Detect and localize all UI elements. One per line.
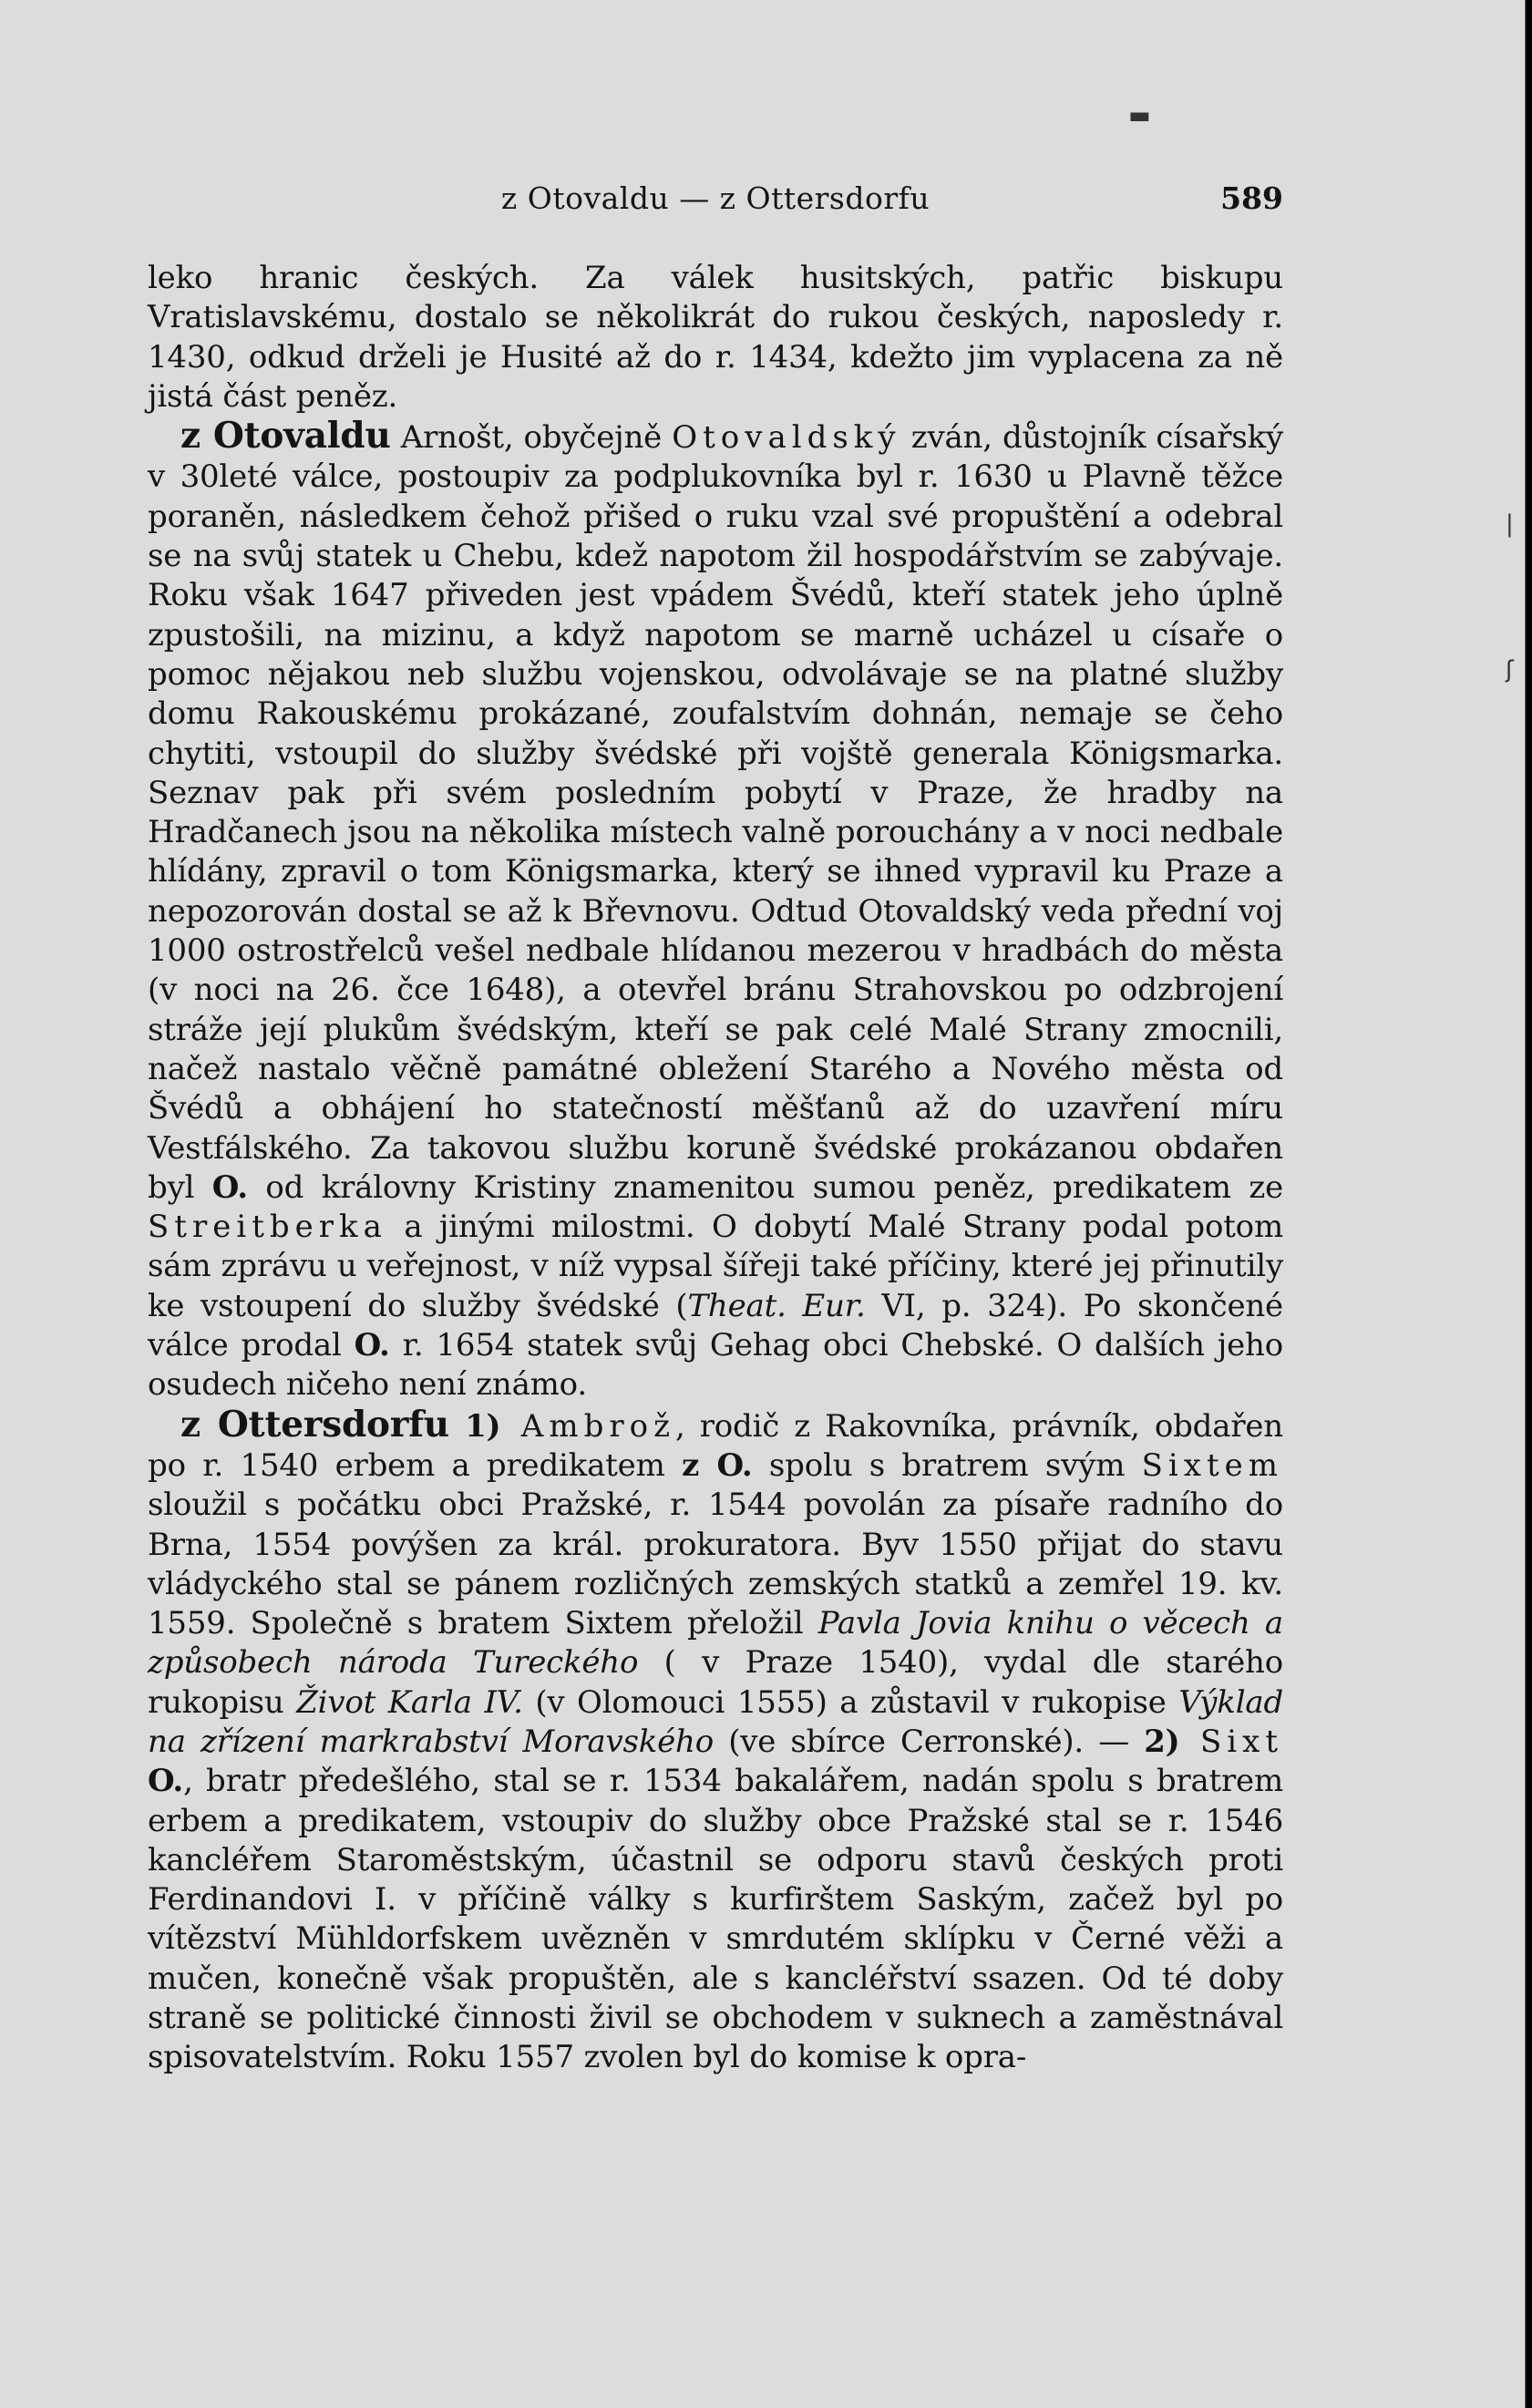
text-run: zván, důstojník císařský v 30leté válce, postoupiv za podplukovníka byl r. 1630 u Plavně těžce poraněn, následkem čehož přišed o ruku vzal své propuštění a odebral se na svůj statek u Chebu, kdež napotom žil hospodářstvím se zabývaje. Roku však 1647 přiveden jest vpádem Švédů, kteří statek jeho úplně zpustošili, na mizinu, a když napotom se marně ucházel u císaře o pomoc nějakou neb službu vojenskou, odvolávaje se na platné služby domu Rakouskému prokázané, zoufalstvím dohnán, nemaje se čeho chytiti, vstoupil do služby švédské při vojště generala Königsmarka. Seznav pak při svém posledním pobytí v Praze, že hradby na Hradčanech jsou na několika místech valně porouchány a v noci nedbale hlídány, zpravil o tom Königsmarka, který se ihned vypravil ku Praze a nepozorován dostal se až k Břevnovu. Odtud Otovaldský veda přední voj 1000 ostrostřelců vešel nedbale hlídanou mezerou v hradbách do města (v noci na 26. čce 1648), a otevřel bránu Strahovskou po odzbrojení stráže její plukům švédským, kteří se pak celé Malé Strany zmocnili, načež nastalo věčně památné obležení Starého a Nového města od Švédů a obhájení ho statečností měšťanů až do uzavření míru Vestfálského. Za takovou službu koruně švédské prokázanou obdařen byl [148,419,1283,1206]
page-body [148,259,1283,2078]
spaced-name: Sixt [1179,1723,1283,1760]
entry-number: 2) [1144,1723,1180,1760]
text-run: (v Olomouci 1555) a zůstavil v rukopise [522,1683,1179,1721]
scan-speck: ▬ [1128,102,1151,129]
spaced-name: Ambrož [500,1407,675,1445]
entry-number: 1) [448,1407,501,1445]
text-run: sloužil s počátku obci Pražské, r. 1544 povolán za písaře radního do Brna, 1554 povýšen za král. prokuratora. Byv 1550 přijat do stavu vládyckého stal se pánem rozličných zemských statků a zemřel 19. kv. 1559. Společně s bratem Sixtem přeložil [148,1487,1283,1642]
entry-otovaldu [148,417,1283,1405]
page-header [148,180,1283,221]
text-run: , bratr předešlého, stal se r. 1534 bakalářem, nadán spolu s bratrem erbem a predikatem, vstoupiv do služby obce Pražské stal se r. 1546 kancléřem Staroměstským, účastnil se odporu stavů českých proti Ferdinandovi I. v příčině války s kurfirštem Saským, začež byl po vítězství Mühldorfskem uvězněn v smrdutém sklípku v Černé věži a mučen, konečně však propuštěn, ale s kancléřství ssazen. Od té doby straně se politické činnosti živil se obchodem v suknech a zaměstnával spisovatelstvím. Roku 1557 zvolen byl do komise k opra- [148,1763,1283,2076]
text-run: ( v Praze 1540), vydal dle starého rukopisu [148,1644,1283,1721]
italic-title: Výklad na zřízení markrabství Moravského [148,1683,1284,1760]
text-run: a jinými milostmi. O dobytí Malé Strany podal potom sám zprávu u veřejnost, v níž vypsal šířeji také příčiny, které jej přinutily ke vstoupení do služby švédské ( [148,1209,1283,1324]
entry-ottersdorfu [148,1405,1283,2078]
bold-abbrev: O. [148,1763,184,1800]
text-run: Arnošt, obyčejně [390,419,673,457]
text-run: od královny Kristiny znamenitou sumou peněz, predikatem ze [247,1168,1284,1206]
entry-headword: z Otovaldu [180,415,391,458]
text-run: r. 1654 statek svůj Gehag obci Chebské. O dalších jeho osudech ničeho není známo. [148,1327,1283,1404]
scan-speck: ʃ [1506,656,1514,684]
paragraph-continuation [148,259,1283,417]
entry-headword: z Ottersdorfu [180,1403,449,1446]
text-run: spolu s bratrem svým [752,1446,1142,1484]
italic-title: Pavla Jovia knihu o věcech a způsobech národa Tureckého [148,1605,1283,1682]
spaced-name: Otovaldský [672,419,901,457]
spaced-name: Streitberka [148,1209,387,1246]
italic-citation: Theat. Eur. [687,1287,866,1324]
spaced-name: Sixtem [1141,1446,1283,1484]
text-run: , rodič z Rakovníka, právník, obdařen po r. 1540 erbem a predikatem [148,1407,1283,1484]
running-title: z Otovaldu — z Ottersdorfu [500,180,931,216]
bold-abbrev: O. [354,1327,390,1364]
italic-title: Život Karla IV. [296,1683,523,1721]
scan-speck: | [1506,510,1514,538]
bold-abbrev: z O. [681,1446,753,1484]
text-run: leko hranic českých. Za válek husitských, patřic biskupu Vratislavskému, dostalo se několikrát do rukou českých, naposledy r. 1430, odkud drželi je Husité až do r. 1434, kdežto jim vyplacena za ně jistá část peněz. [148,260,1283,415]
text-run: VI, p. 324). Po skončené válce prodal [148,1287,1283,1364]
bold-abbrev: O. [211,1168,248,1206]
page-number: 589 [1220,180,1283,216]
scan-border [1526,0,1532,2408]
text-run: (ve sbírce Cerronské). — [714,1723,1145,1760]
